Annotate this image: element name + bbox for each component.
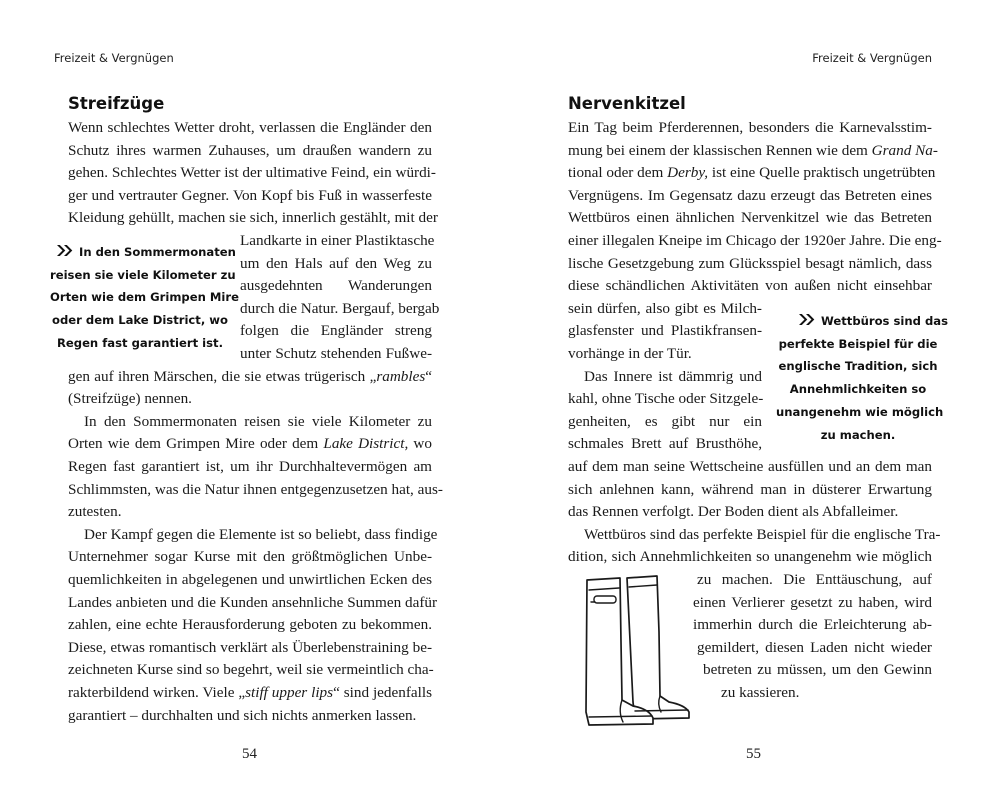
pull-quote xyxy=(50,241,239,355)
text-line: Wettbüros sind das perfekte Beispiel für die englische Tra- xyxy=(584,525,941,543)
right-page xyxy=(500,0,1000,809)
text-line: Diese, etwas romantisch verklärt als Überlebenstraining be- xyxy=(68,638,432,656)
double-chevron-icon xyxy=(56,244,74,257)
text-line: Unternehmer sogar Kurse mit den größtmöglichen Unbe- xyxy=(68,548,432,566)
text-line: zutesten. xyxy=(68,503,122,521)
text-line: gehen. Schlechtes Wetter ist der ultimative Feind, ein würdi- xyxy=(68,164,436,182)
text-line: Der Kampf gegen die Elemente ist so beliebt, dass findige xyxy=(84,525,438,543)
text-line: unter Schutz stehenden Fußwe- xyxy=(240,345,432,362)
text-line: zu kassieren. xyxy=(721,684,800,701)
text-line: das Rennen verfolgt. Der Boden dient als Abfalleimer. xyxy=(568,503,899,521)
text-line: ausgedehnten Wanderungen xyxy=(240,277,432,295)
page-number: 55 xyxy=(746,746,761,762)
text-line: vorhänge in der Tür. xyxy=(568,345,692,362)
pull-quote-line: reisen sie viele Kilometer zu xyxy=(50,267,236,282)
running-head: Freizeit & Vergnügen xyxy=(812,51,932,65)
text-line: Das Innere ist dämmrig und xyxy=(584,367,762,385)
text-line: schmales Brett auf Brusthöhe, xyxy=(568,435,762,453)
pull-quote-line: perfekte Beispiel für die xyxy=(778,336,938,351)
text-line: gen auf ihren Märschen, die sie etwas trügerisch „rambles“ xyxy=(68,367,432,385)
text-line: Landkarte in einer Plastiktasche xyxy=(240,232,435,249)
text-line: Ein Tag beim Pferderennen, besonders die Karnevalsstim- xyxy=(568,119,932,136)
text-line: lische Gesetzgebung zum Glücksspiel besagt nämlich, dass xyxy=(568,254,932,272)
pull-quote-line xyxy=(50,241,236,264)
text-line: garantiert – durchhalten und sich nichts anmerken lassen. xyxy=(68,706,417,724)
text-line: quemlichkeiten in abgelegenen und unwirtlichen Ecken des xyxy=(68,571,432,588)
pull-quote-text: In den Sommermonaten xyxy=(79,245,236,259)
text-line: genheiten, es gibt nur ein xyxy=(568,412,762,430)
text-line: ger und vertrauter Gegner. Von Kopf bis Fuß in wasserfeste xyxy=(68,186,432,204)
text-line: folgen die Engländer streng xyxy=(240,322,432,340)
text-line: rakterbildend wirken. Viele „stiff upper lips“ sind jedenfalls xyxy=(68,684,432,701)
pull-quote-line: zu machen. xyxy=(820,427,896,442)
text-line: Schutz ihres warmen Zuhauses, um draußen wandern zu xyxy=(68,141,432,159)
text-line: zu machen. Die Enttäuschung, auf xyxy=(697,571,932,588)
double-chevron-icon xyxy=(798,313,816,326)
text-line: diese schändlichen Aktivitäten von außen nicht einsehbar xyxy=(568,277,932,295)
text-line: zeichneten Kurse sind so begehrt, weil sie vermeintlich cha- xyxy=(68,661,434,679)
text-line: einen Verlierer gesetzt zu haben, wird xyxy=(693,593,932,611)
text-line: Regen fast garantiert ist, um ihr Durchhaltevermögen am xyxy=(68,458,432,475)
text-line: (Streifzüge) nennen. xyxy=(68,390,192,408)
text-line: um den Hals auf den Weg zu xyxy=(240,254,432,272)
text-line: zahlen, eine echte Herausforderung geboten zu bekommen. xyxy=(68,616,432,634)
section-title: Nervenkitzel xyxy=(568,94,686,113)
pull-quote-line: unangenehm wie möglich xyxy=(776,404,944,419)
text-line: Schlimmsten, was die Natur ihnen entgegenzusetzen hat, aus- xyxy=(68,480,443,498)
pull-quote xyxy=(776,310,948,446)
pull-quote-line xyxy=(776,310,948,333)
pull-quote-line: oder dem Lake District, wo xyxy=(52,313,228,328)
text-line: sein dürfen, also gibt es Milch- xyxy=(568,299,762,317)
text-line: mung bei einem der klassischen Rennen wie dem Grand Na- xyxy=(568,141,938,159)
text-line: Wettbüros einen ähnlichen Nervenkitzel wie das Betreten xyxy=(568,209,932,227)
text-line: Landes anbieten und die Kunden ansehnliche Summen dafür xyxy=(68,593,438,611)
text-line: dition, sich Annehmlichkeiten so unangenehm wie möglich xyxy=(568,548,932,566)
pull-quote-line: englische Tradition, sich xyxy=(778,359,938,374)
text-line: glasfenster und Plastikfransen- xyxy=(568,322,762,340)
text-line: Wenn schlechtes Wetter droht, verlassen die Engländer den xyxy=(68,119,432,136)
text-line: kahl, ohne Tische oder Sitzgele- xyxy=(568,390,764,408)
text-line: auf dem man seine Wettscheine ausfüllen und an dem man xyxy=(568,458,932,475)
text-line: einer illegalen Kneipe im Chicago der 1920er Jahre. Die eng- xyxy=(568,232,942,249)
text-line: gemildert, diesen Laden nicht wieder xyxy=(697,638,932,656)
text-line: Kleidung gehüllt, machen sie sich, innerlich gestählt, mit der xyxy=(68,209,438,227)
section-title: Streifzüge xyxy=(68,94,165,113)
pull-quote-line: Annehmlichkeiten so xyxy=(789,382,927,397)
pull-quote-text: Wettbüros sind das xyxy=(821,314,948,328)
pull-quote-line: Orten wie dem Grimpen Mire xyxy=(50,290,239,305)
text-line: In den Sommermonaten reisen sie viele Kilometer zu xyxy=(84,412,432,430)
text-line: Orten wie dem Grimpen Mire oder dem Lake District, wo xyxy=(68,435,432,453)
text-line: Vergnügens. Im Gegensatz dazu erzeugt das Betreten eines xyxy=(568,186,932,204)
text-line: tional oder dem Derby, ist eine Quelle praktisch ungetrübten xyxy=(568,164,936,182)
text-line: immerhin durch die Erleichterung ab- xyxy=(693,616,932,634)
text-line: sich anlehnen kann, während man in düsterer Erwartung xyxy=(568,480,932,498)
page-number: 54 xyxy=(242,746,257,762)
rubber-boots-illustration xyxy=(575,572,700,732)
pull-quote-line: Regen fast garantiert ist. xyxy=(56,335,223,350)
text-line: durch die Natur. Bergauf, bergab xyxy=(240,299,440,317)
text-line: betreten zu müssen, um den Gewinn xyxy=(703,661,932,679)
running-head: Freizeit & Vergnügen xyxy=(54,51,174,65)
